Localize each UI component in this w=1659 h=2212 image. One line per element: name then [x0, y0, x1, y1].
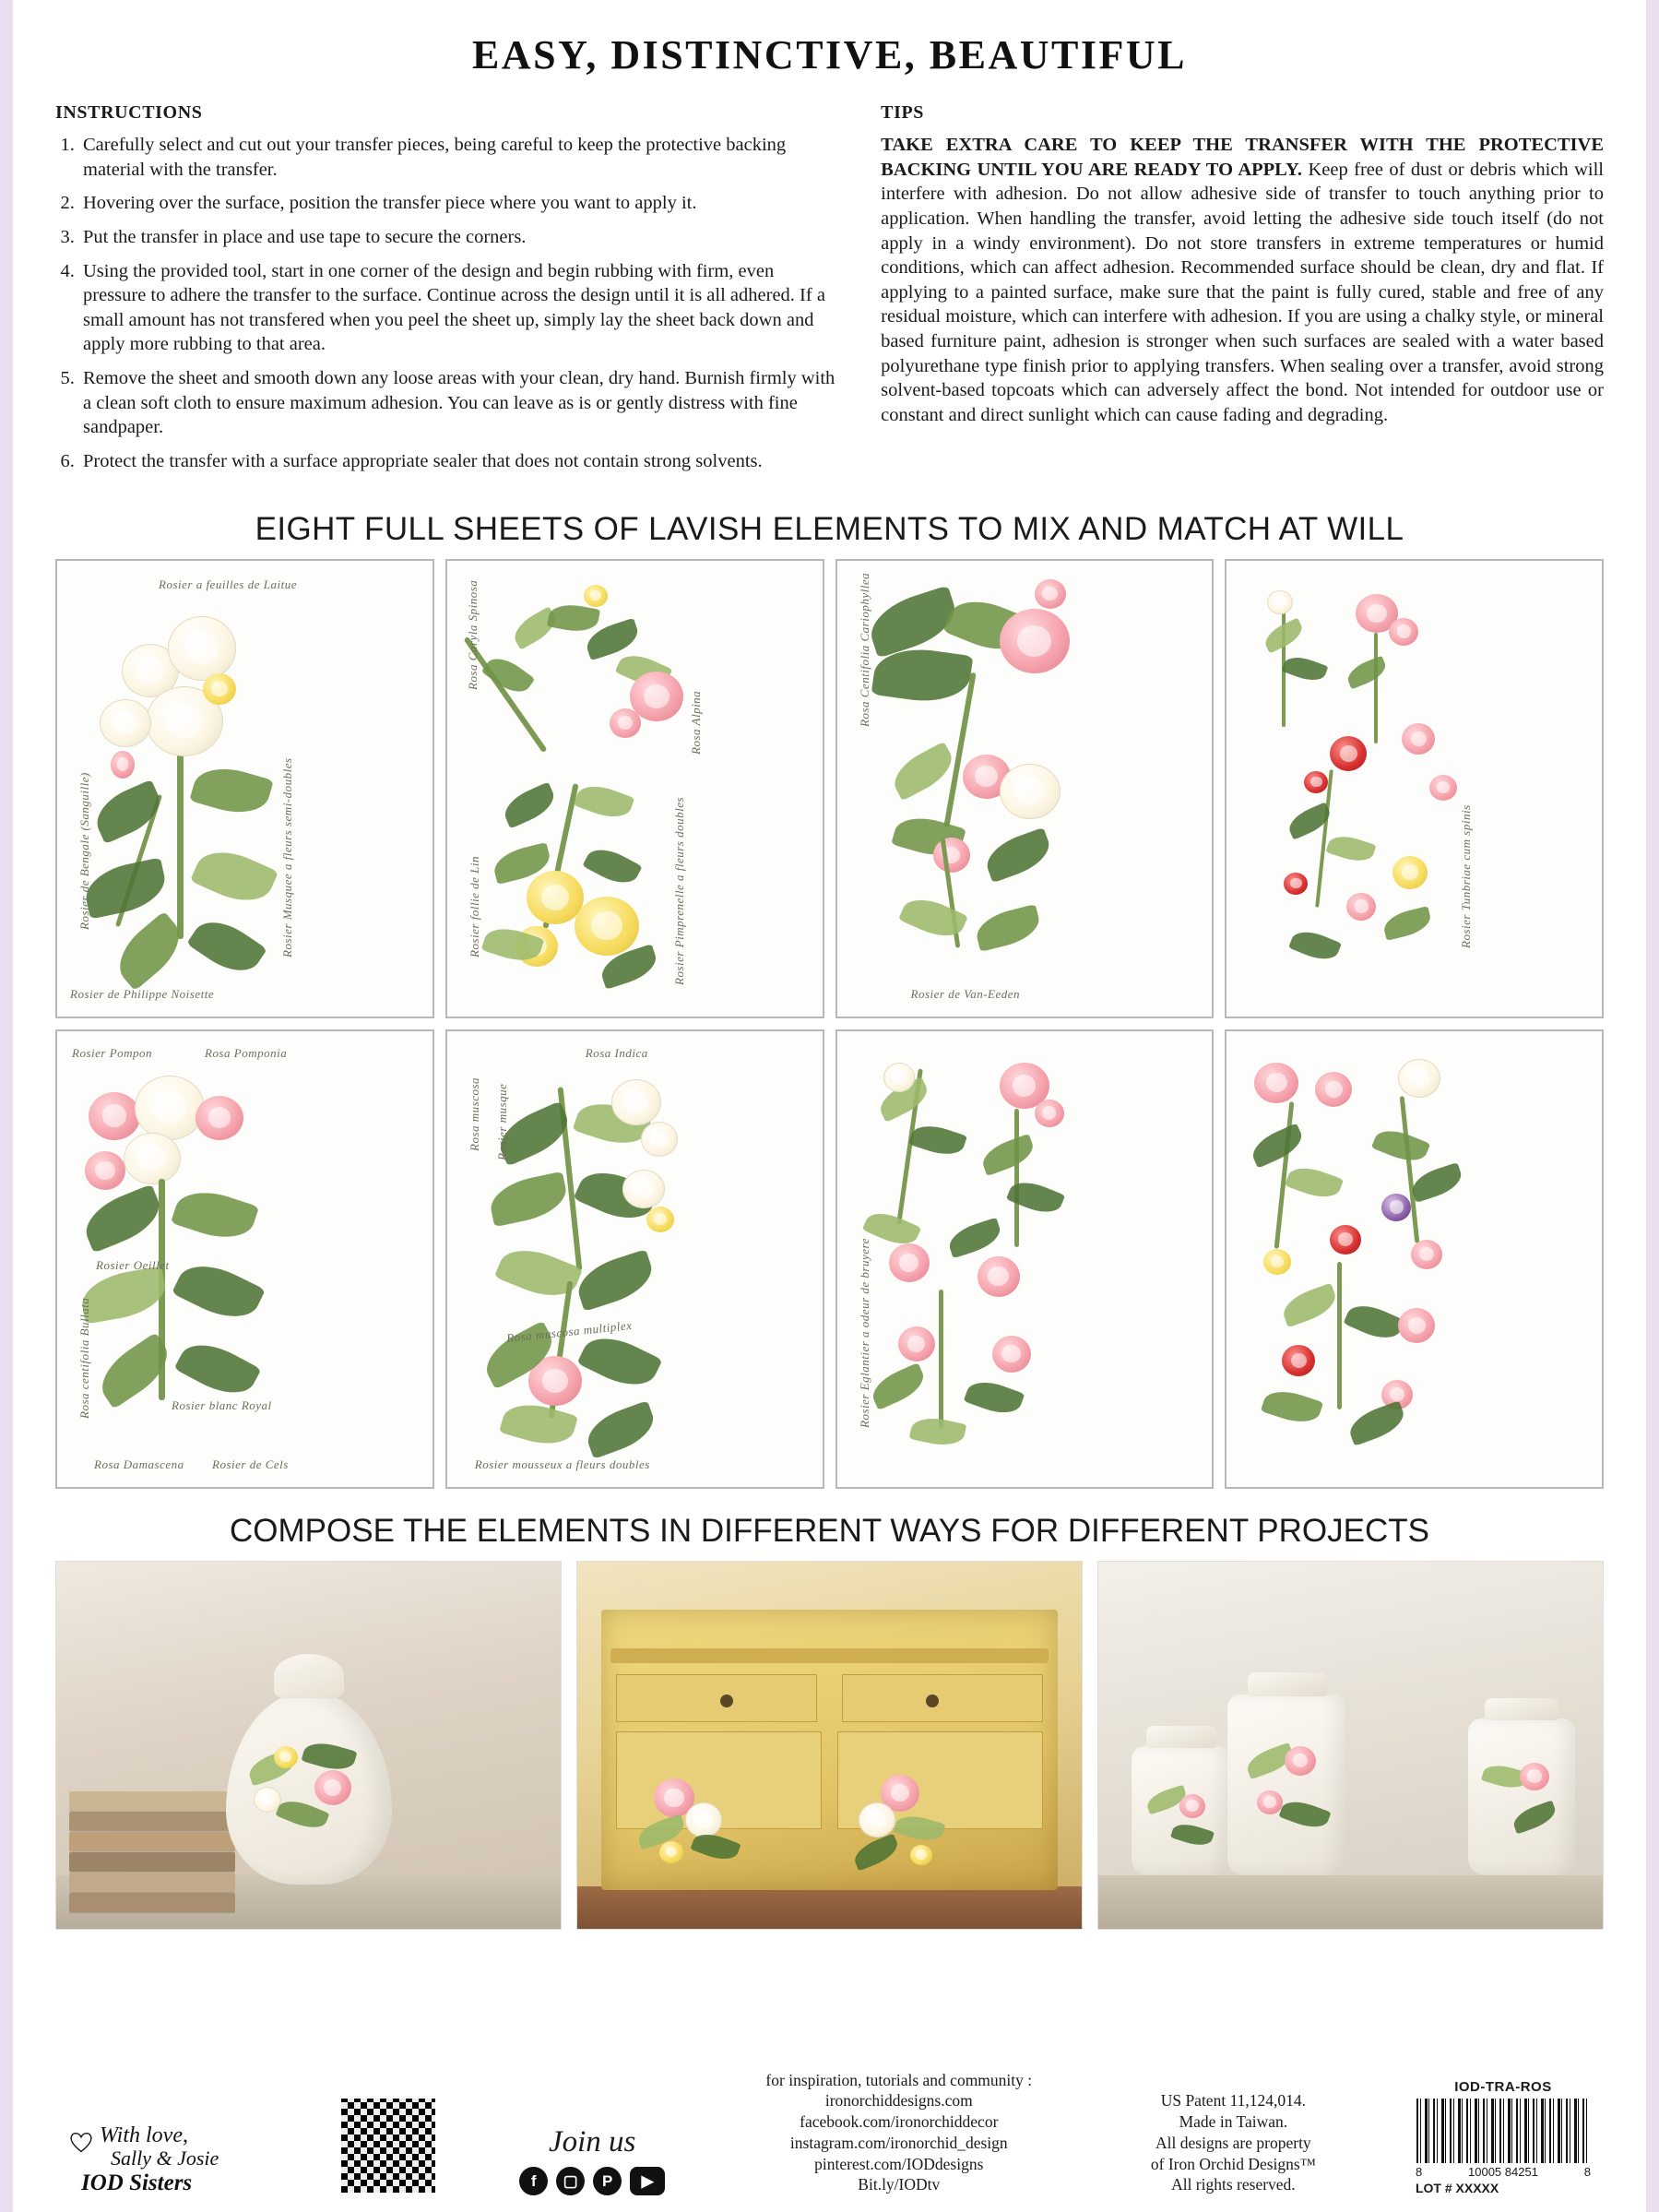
- signature-line-3: IOD Sisters: [81, 2170, 193, 2195]
- list-item: 6. Protect the transfer with a surface appropriate sealer that does not contain strong solvents.: [79, 449, 838, 474]
- list-item: 4. Using the provided tool, start in one corner of the design and begin rubbing with firm, even pressure to adhere the transfer to the surface. Continue across the design until it is all adhered. If a small amount has not transfered when you peel the sheet up, simply lay the sheet back down and apply more rubbing to that area.: [79, 259, 838, 358]
- sheet-2-label-2: Rosier follie de Lin: [467, 855, 481, 957]
- barcode-digits: [1416, 2165, 1591, 2179]
- link-youtube[interactable]: Bit.ly/IODtv: [858, 2175, 941, 2194]
- barcode-block: [1416, 2079, 1591, 2195]
- sheet-7-artwork: [837, 1031, 1213, 1487]
- patent-line: US Patent 11,124,014.: [1160, 2091, 1307, 2111]
- yellow-cabinet: [601, 1610, 1058, 1890]
- decorated-vase: [226, 1691, 392, 1885]
- sheet-6-label-1: Rosa Indica: [585, 1045, 648, 1060]
- signature-line-1: With love,: [100, 2123, 188, 2147]
- sheet-6-artwork: [447, 1031, 823, 1487]
- sheet-5-label-4: Rosier blanc Royal: [172, 1397, 272, 1412]
- page-title: EASY, DISTINCTIVE, BEAUTIFUL: [471, 32, 1188, 77]
- transfer-sheet-7: [835, 1029, 1215, 1489]
- sheet-6-label-5: Rosier mousseux a fleurs doubles: [474, 1457, 650, 1471]
- jar-center-lid: [1248, 1672, 1327, 1696]
- jar-right: [1468, 1718, 1575, 1875]
- instructions-list: [55, 133, 838, 474]
- tips-column: [881, 102, 1604, 428]
- footer: [68, 2057, 1591, 2195]
- link-pinterest[interactable]: pinterest.com/IODdesigns: [814, 2154, 984, 2173]
- qr-code-icon[interactable]: [338, 2096, 438, 2195]
- facebook-icon[interactable]: f: [519, 2167, 548, 2195]
- page-edge-right: [1646, 0, 1659, 2212]
- barcode-icon: [1416, 2098, 1591, 2164]
- instructions-heading: INSTRUCTIONS: [55, 102, 203, 123]
- rights-block: [1108, 2090, 1357, 2195]
- reserved-line: All rights reserved.: [1171, 2175, 1296, 2194]
- sheet-3-label-1: Rosa Centifolia Cariophyllea: [857, 572, 871, 727]
- sheet-6-label-3: Rosier musque: [494, 1083, 509, 1160]
- compose-band-heading: COMPOSE THE ELEMENTS IN DIFFERENT WAYS FOR DIFFERENT PROJECTS: [230, 1512, 1429, 1549]
- shelf: [1098, 1875, 1603, 1929]
- sheet-6-label-2: Rosa muscosa: [467, 1076, 481, 1151]
- sheet-3-label-2: Rosier de Van-Eeden: [910, 986, 1021, 1001]
- book-stack: [69, 1774, 235, 1912]
- sheet-5-label-3: Rosier Oeillet: [96, 1257, 170, 1272]
- link-instagram[interactable]: instagram.com/ironorchid_design: [789, 2133, 1008, 2152]
- sheet-4-artwork: [1226, 561, 1602, 1017]
- list-item: 3. Put the transfer in place and use tape to secure the corners.: [79, 225, 838, 250]
- sheet-7-label-1: Rosier Eglantier a odeur de bruyere: [857, 1237, 871, 1428]
- jar-left: [1132, 1746, 1231, 1875]
- photo-vase-with-books: [55, 1561, 562, 1930]
- list-item: 2. Hovering over the surface, position the transfer piece where you want to apply it.: [79, 191, 838, 216]
- youtube-icon[interactable]: ▶: [630, 2167, 665, 2195]
- sheet-6-label-4: Rosa muscosa multiplex: [505, 1317, 633, 1345]
- sheet-1-label-1: Rosier a feuilles de Laitue: [159, 577, 297, 591]
- links-block: [747, 2070, 1051, 2196]
- list-item: 5. Remove the sheet and smooth down any loose areas with your clean, dry hand. Burnish firmly with a clean soft cloth to ensure maximum adhesion. You can leave as is or gently distress with fine sandpaper.: [79, 366, 838, 440]
- sheet-5-label-1: Rosier Pompon: [72, 1045, 153, 1060]
- sheet-4-label-1: Rosier Tunbriae cum spinis: [1459, 804, 1474, 948]
- barcode-digit-left: 8: [1415, 2165, 1423, 2179]
- page-content: [13, 0, 1646, 2212]
- heart-icon: [68, 2129, 94, 2155]
- join-us-block: [495, 2125, 689, 2195]
- tips-text: Keep free of dust or debris which will interfere with adhesion. Do not allow adhesive side of transfer to touch anything prior to application. When handling the transfer, avoid letting the adhesive side touch itself (do not apply in a windy environment). Do not store transfers in extreme temperatures or humid conditions, which can affect adhesion. Recommended surface should be clean, dry and flat. If applying to a painted surface, make sure that the paint is fully cured, stable and free of any residual moisture, which can interfere with adhesion. If you are using a chalky style, or mineral based furniture paint, adhesion is stronger when such surfaces are sealed with a water based polyurethane type finish prior to applying transfers. When sealing over a transfer, avoid strong solvent-based topcoats which can adversely affect the bond. Not intended for outdoor use or constant and direct sunlight which can cause fading and degrading.: [881, 159, 1604, 426]
- transfer-sheet-4: [1225, 559, 1604, 1018]
- tips-paragraph: [881, 133, 1604, 428]
- photo-white-jars: [1097, 1561, 1604, 1930]
- instructions-column: [55, 102, 838, 483]
- sheet-1-artwork: [57, 561, 433, 1017]
- sheet-1-label-3: Rosier Musquee a fleurs semi-doubles: [280, 757, 294, 957]
- sheet-2-artwork: [447, 561, 823, 1017]
- sheet-2-label-4: Rosa Alpina: [688, 690, 703, 755]
- list-item: 1. Carefully select and cut out your transfer pieces, being careful to keep the protective backing material with the transfer.: [79, 133, 838, 182]
- property-line-2: of Iron Orchid Designs™: [1150, 2154, 1316, 2173]
- link-facebook[interactable]: facebook.com/ironorchiddecor: [800, 2112, 999, 2131]
- tips-lead: TAKE EXTRA CARE TO KEEP THE TRANSFER WITH THE PROTECTIVE BACKING UNTIL YOU ARE READY TO APPLY.: [881, 135, 1604, 180]
- sheet-5-artwork: [57, 1031, 433, 1487]
- transfer-sheet-1: [55, 559, 434, 1018]
- social-icon-row: [495, 2167, 689, 2195]
- sheet-5-label-5: Rosa centifolia Bullata: [77, 1297, 91, 1419]
- property-line-1: All designs are property: [1155, 2133, 1311, 2152]
- sku-code: IOD-TRA-ROS: [1454, 2079, 1552, 2095]
- sheets-band-heading: EIGHT FULL SHEETS OF LAVISH ELEMENTS TO MIX AND MATCH AT WILL: [255, 510, 1404, 547]
- jar-left-lid: [1146, 1726, 1216, 1748]
- sheet-3-artwork: [837, 561, 1213, 1017]
- signature-line-2: Sally & Josie: [111, 2147, 219, 2170]
- transfer-sheet-8: [1225, 1029, 1604, 1489]
- sheet-5-label-2: Rosa Pomponia: [205, 1045, 288, 1060]
- instructions-tips-row: [55, 102, 1604, 483]
- link-website[interactable]: ironorchiddesigns.com: [824, 2091, 973, 2111]
- transfer-sheet-2: [445, 559, 824, 1018]
- lot-number: LOT # XXXXX: [1415, 2181, 1499, 2195]
- barcode-digit-right: 8: [1583, 2165, 1591, 2179]
- photo-yellow-cabinet: [576, 1561, 1083, 1930]
- transfer-sheet-6: [445, 1029, 824, 1489]
- pinterest-icon[interactable]: P: [593, 2167, 622, 2195]
- tips-heading: TIPS: [881, 102, 925, 123]
- sheet-8-artwork: [1226, 1031, 1602, 1487]
- jar-right-lid: [1485, 1698, 1558, 1720]
- sheet-5-label-6: Rosa Damascena: [94, 1457, 184, 1471]
- sheet-1-label-2: Rosier de Bengale (Sanguille): [77, 771, 91, 930]
- floor: [577, 1886, 1082, 1929]
- join-us-label: Join us: [548, 2125, 636, 2158]
- sheet-1-label-4: Rosier de Philippe Noisette: [70, 986, 215, 1001]
- sheet-5-label-7: Rosier de Cels: [212, 1457, 289, 1471]
- signature-block: [68, 2123, 280, 2195]
- project-photo-row: [55, 1561, 1604, 1930]
- made-in-line: Made in Taiwan.: [1179, 2112, 1288, 2131]
- vase-lid: [274, 1654, 344, 1698]
- barcode-digit-mid: 10005 84251: [1468, 2165, 1538, 2179]
- page-edge-left: [0, 0, 13, 2212]
- transfer-sheet-grid: [55, 559, 1604, 1489]
- links-intro: for inspiration, tutorials and community :: [765, 2070, 1033, 2089]
- instagram-icon[interactable]: ▢: [556, 2167, 585, 2195]
- sheet-2-label-1: Rosa Caryla Spinosa: [465, 579, 480, 690]
- jar-center: [1227, 1695, 1345, 1875]
- sheet-2-label-3: Rosier Pimprenelle a fleurs doubles: [671, 796, 686, 985]
- transfer-sheet-3: [835, 559, 1215, 1018]
- transfer-sheet-5: [55, 1029, 434, 1489]
